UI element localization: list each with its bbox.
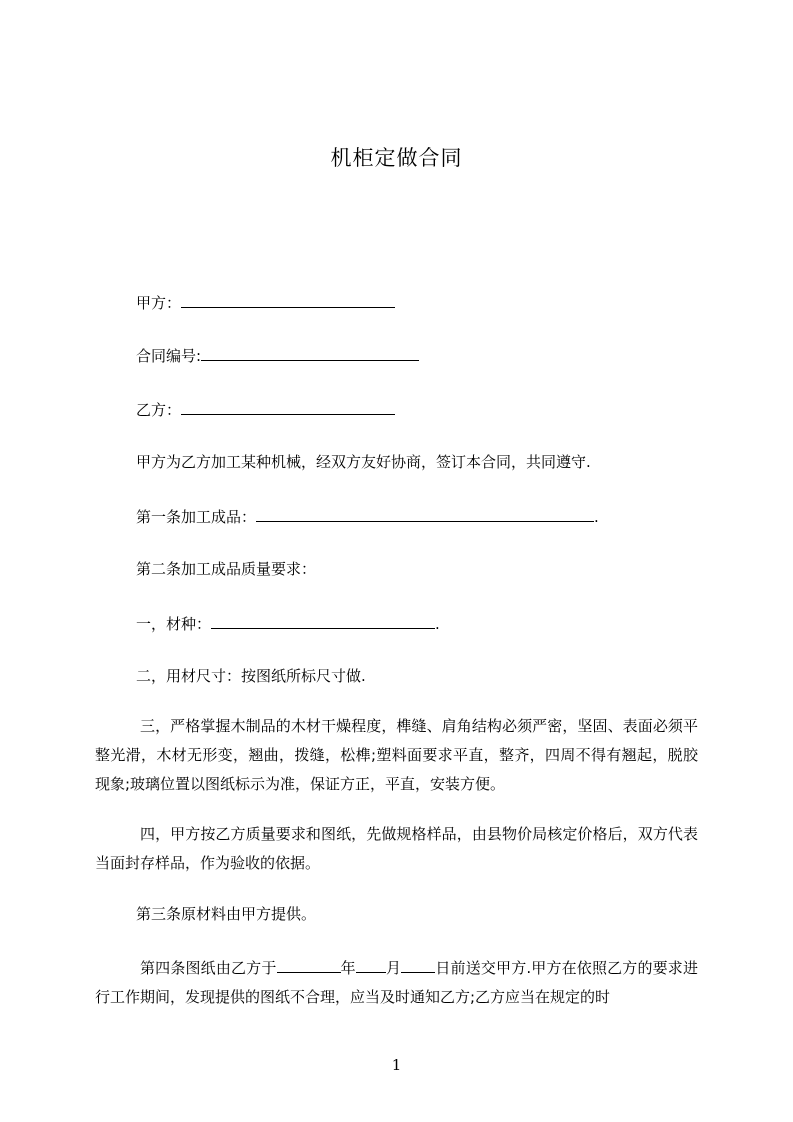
article-4-month-blank: [356, 957, 386, 973]
contract-no-label: 合同编号:: [136, 347, 202, 365]
item-4-paragraph: 四，甲方按乙方质量要求和图纸，先做规格样品，由县物价局核定价格后，双方代表当面封存样品，作为验收的依据。: [95, 825, 698, 872]
article-4-day-blank: [401, 957, 435, 973]
article-1-line: [136, 506, 599, 527]
article-1-label: 第一条加工成品：: [136, 508, 257, 526]
intro-paragraph: 甲方为乙方加工某种机械，经双方友好协商，签订本合同，共同遵守.: [136, 453, 591, 471]
article-4-month-label: 月: [385, 959, 402, 977]
article-1-suffix: .: [594, 508, 599, 526]
party-a-label: 甲方：: [136, 294, 182, 312]
article-4-year-label: 年: [340, 959, 356, 977]
article-4-year-blank: [277, 957, 341, 973]
party-a-blank: [181, 292, 395, 308]
article-2-heading: 第二条加工成品质量要求：: [136, 560, 317, 578]
item-1-blank: [211, 613, 435, 629]
article-4-prefix: 第四条图纸由乙方于: [140, 959, 277, 977]
article-4-rest: 日前送交甲方.甲方在依照乙方的要求进行工作期间，发现提供的图纸不合理，应当及时通知乙方;乙方应当在规定的时: [95, 959, 698, 1006]
article-4-paragraph: [95, 954, 698, 1012]
page-number: 1: [391, 1056, 402, 1074]
party-b-line: [136, 399, 395, 420]
party-a-line: [136, 292, 395, 313]
contract-no-blank: [201, 345, 419, 361]
item-1-label: 一，材种：: [136, 615, 212, 633]
contract-no-line: [136, 345, 419, 366]
document-title: 机柜定做合同: [330, 146, 463, 170]
item-1-suffix: .: [435, 615, 440, 633]
item-2-line: 二，用材尺寸：按图纸所标尺寸做.: [136, 667, 366, 685]
party-b-label: 乙方：: [136, 401, 182, 419]
article-3-line: 第三条原材料由甲方提供。: [136, 905, 317, 923]
item-3-paragraph: 三，严格掌握木制品的木材干燥程度，榫缝、肩角结构必须严密，坚固、表面必须平整光滑，木材无形变，翘曲，拨缝，松榫;塑料面要求平直，整齐，四周不得有翘起，脱胶现象;玻璃位置以图纸标示为准，保证方正，平直，安装方便。: [95, 717, 698, 793]
article-1-blank: [256, 506, 594, 522]
item-1-line: [136, 613, 440, 634]
party-b-blank: [181, 399, 395, 415]
